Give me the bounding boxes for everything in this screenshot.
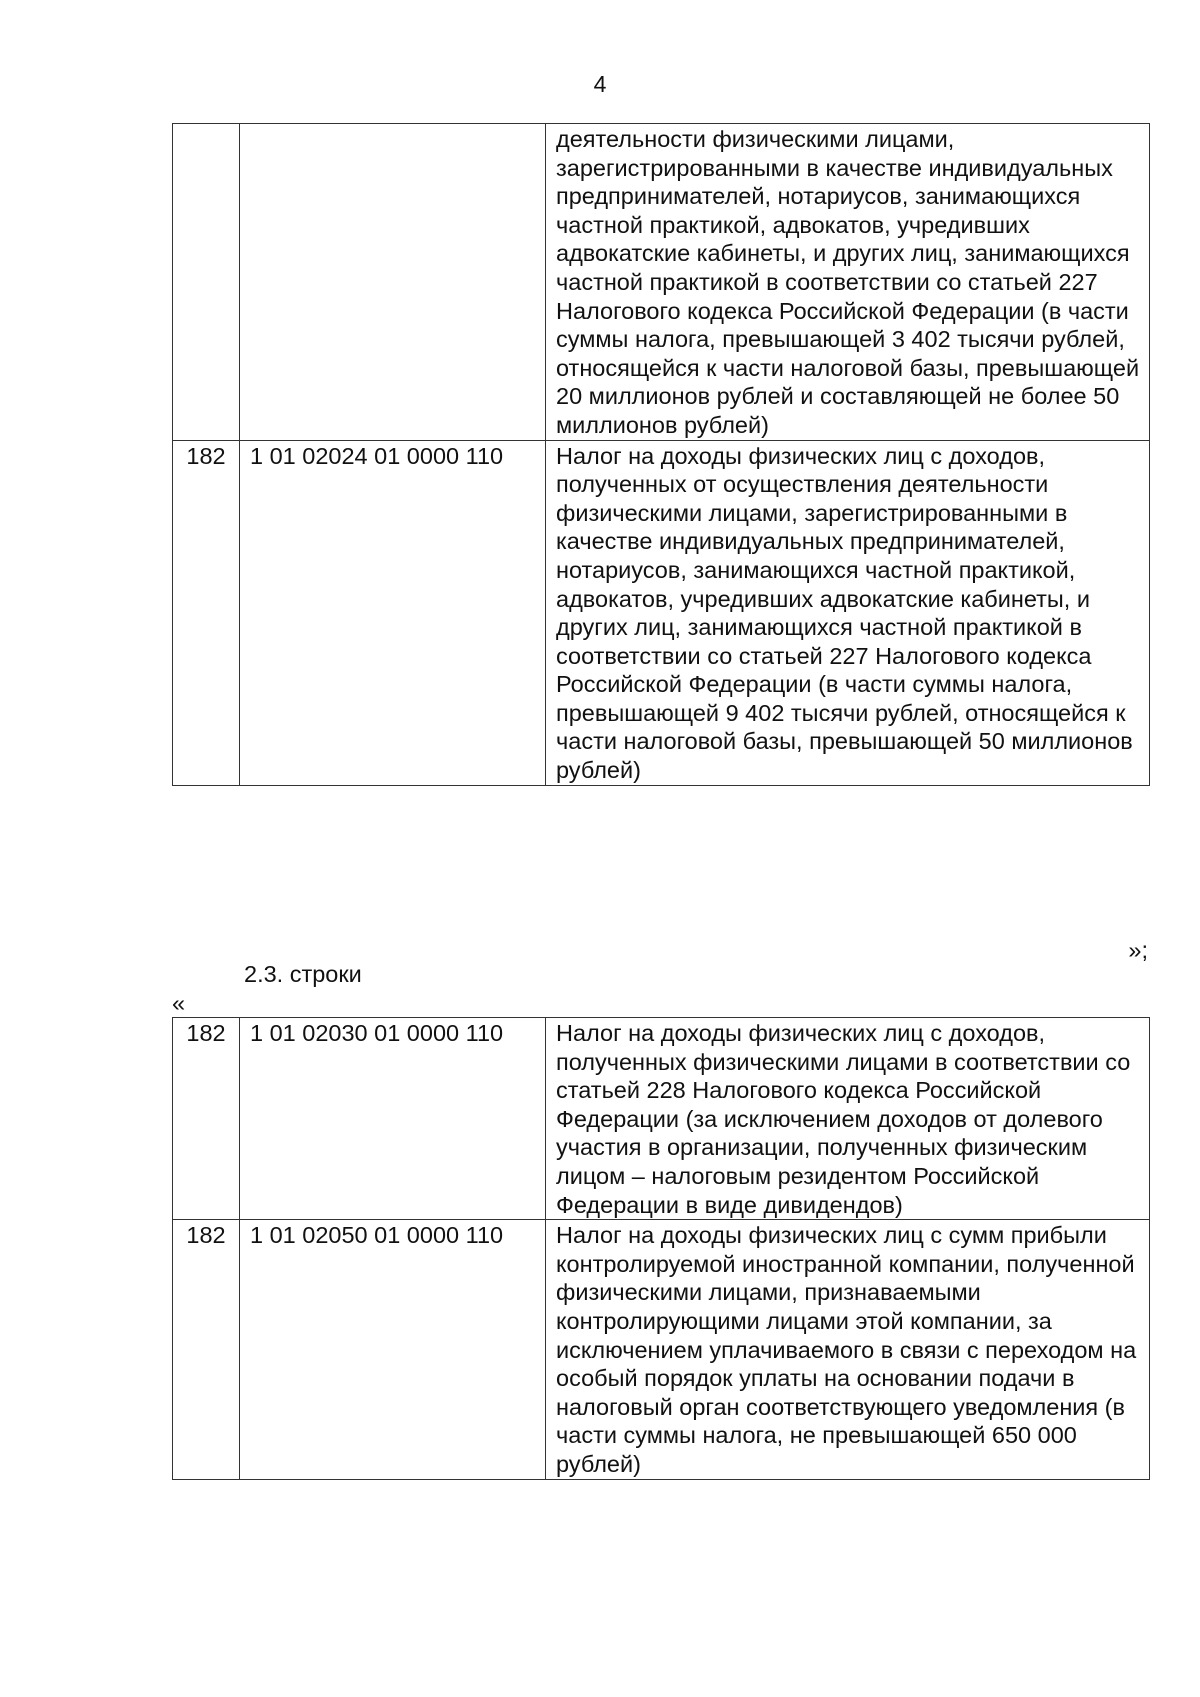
- kbk-code-cell: 1 01 02024 01 0000 110: [240, 440, 546, 785]
- kbk-code-cell: 1 01 02050 01 0000 110: [240, 1220, 546, 1479]
- table-row: [173, 1220, 1150, 1479]
- description-cell: Налог на доходы физических лиц с доходов, полученных физическими лицами в соответствии со статьей 228 Налогового кодекса Российской Федерации (за исключением доходов от долевого участия в организации, полученных физическим лицом – налоговым резидентом Российской Федерации в виде дивидендов): [546, 1018, 1150, 1220]
- opening-quote: «: [172, 990, 186, 1016]
- revenue-codes-table-continued: [172, 123, 1150, 786]
- admin-code-cell: 182: [173, 440, 240, 785]
- admin-code-cell: 182: [173, 1018, 240, 1220]
- page-number: 4: [593, 71, 607, 97]
- kbk-code-cell: [240, 124, 546, 441]
- admin-code-cell: [173, 124, 240, 441]
- description-cell: Налог на доходы физических лиц с сумм прибыли контролируемой иностранной компании, полученной физическими лицами, признаваемыми контролирующими лицами этой компании, за исключением уплачиваемого в связи с переходом на особый порядок уплаты на основании подачи в налоговый орган соответствующего уведомления (в части суммы налога, не превышающей 650 000 рублей): [546, 1220, 1150, 1479]
- description-cell: Налог на доходы физических лиц с доходов, полученных от осуществления деятельности физическими лицами, зарегистрированными в качестве индивидуальных предпринимателей, нотариусов, занимающихся частной практикой, адвокатов, учредивших адвокатские кабинеты, и других лиц, занимающихся частной практикой в соответствии со статьей 227 Налогового кодекса Российской Федерации (в части суммы налога, превышающей 9 402 тысячи рублей, относящейся к части налоговой базы, превышающей 50 миллионов рублей): [546, 440, 1150, 785]
- table-row: [173, 440, 1150, 785]
- closing-quote: »;: [1128, 937, 1148, 963]
- section-label: 2.3. строки: [244, 961, 362, 987]
- table-row: [173, 1018, 1150, 1220]
- table-row: [173, 124, 1150, 441]
- admin-code-cell: 182: [173, 1220, 240, 1479]
- description-cell: деятельности физическими лицами, зарегистрированными в качестве индивидуальных предпринимателей, нотариусов, занимающихся частной практикой, адвокатов, учредивших адвокатские кабинеты, и других лиц, занимающихся частной практикой в соответствии со статьей 227 Налогового кодекса Российской Федерации (в части суммы налога, превышающей 3 402 тысячи рублей, относящейся к части налоговой базы, превышающей 20 миллионов рублей и составляющей не более 50 миллионов рублей): [546, 124, 1150, 441]
- revenue-codes-table-new: [172, 1017, 1150, 1480]
- kbk-code-cell: 1 01 02030 01 0000 110: [240, 1018, 546, 1220]
